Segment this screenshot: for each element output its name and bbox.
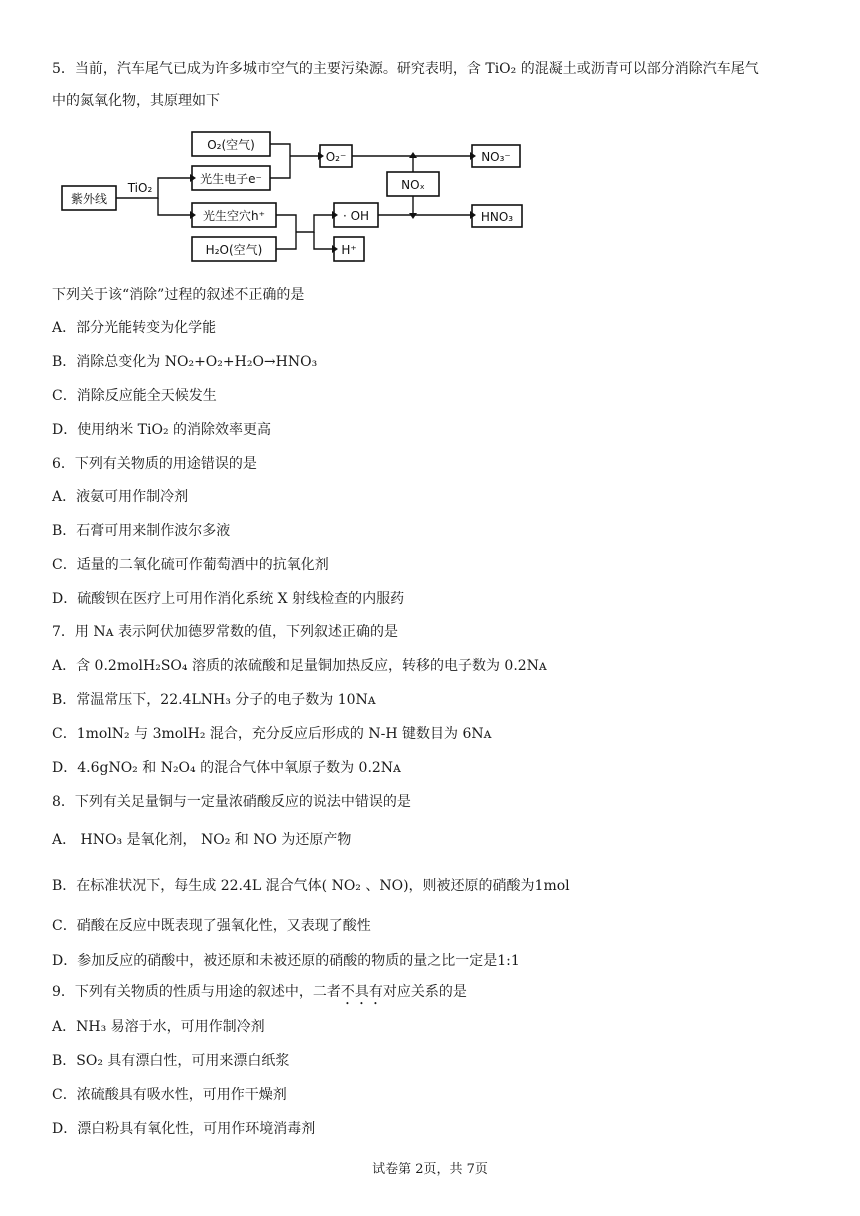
q9-option-b: B．SO₂ 具有漂白性，可用来漂白纸浆	[52, 1053, 290, 1069]
label-hole: 光生空穴h⁺	[203, 209, 265, 223]
label-oh: · OH	[342, 209, 370, 223]
q6-option-d: D．硫酸钡在医疗上可用作消化系统 X 射线检查的内服药	[52, 591, 405, 607]
q6-option-c: C．适量的二氧化硫可作葡萄酒中的抗氧化剂	[52, 557, 329, 573]
question-6-stem: 6．下列有关物质的用途错误的是	[52, 456, 257, 472]
q7-option-c: C．1molN₂ 与 3molH₂ 混合，充分反应后形成的 N-H 键数目为 6Nᴀ	[52, 726, 492, 742]
question-5-line2: 中的氮氧化物，其原理如下	[52, 93, 220, 109]
q6-option-b: B．石膏可用来制作波尔多液	[52, 523, 231, 539]
q5-option-d: D．使用纳米 TiO₂ 的消除效率更高	[52, 422, 272, 438]
q9-option-d: D．漂白粉具有氧化性，可用作环境消毒剂	[52, 1121, 316, 1137]
question-7-stem: 7．用 Nᴀ 表示阿伏加德罗常数的值，下列叙述正确的是	[52, 624, 398, 640]
label-no3-minus: NO₃⁻	[481, 150, 511, 164]
question-8-stem: 8．下列有关足量铜与一定量浓硝酸反应的说法中错误的是	[52, 794, 411, 810]
q9-stem-prefix: 9．下列有关物质的性质与用途的叙述中，二者	[52, 984, 341, 1000]
q8-option-b: B．在标准状况下，每生成 22.4L 混合气体( NO₂ 、NO)，则被还原的硝酸为1mol	[52, 878, 570, 894]
q9-option-a: A．NH₃ 易溶于水，可用作制冷剂	[52, 1019, 265, 1035]
q9-stem-suffix: 对应关系的是	[382, 984, 467, 1000]
question-9-stem	[52, 982, 467, 1008]
label-o2-air: O₂(空气)	[207, 138, 255, 152]
q7-option-b: B．常温常压下，22.4LNH₃ 分子的电子数为 10Nᴀ	[52, 692, 376, 708]
q5-option-c: C．消除反应能全天候发生	[52, 388, 217, 404]
q7-option-a: A．含 0.2molH₂SO₄ 溶质的浓硫酸和足量铜加热反应，转移的电子数为 0.2Nᴀ	[52, 658, 547, 674]
label-hno3: HNO₃	[480, 210, 514, 224]
question-5-stem: 下列关于该“消除”过程的叙述不正确的是	[52, 287, 305, 303]
q9-stem-emphasis: 不具有	[340, 984, 383, 1000]
label-catalyst: TiO₂	[127, 181, 153, 195]
reaction-diagram	[58, 128, 528, 264]
label-electron: 光生电子e⁻	[200, 172, 262, 186]
q8-option-d: D．参加反应的硝酸中，被还原和未被还原的硝酸的物质的量之比一定是1:1	[52, 953, 520, 969]
label-o2-minus: O₂⁻	[325, 150, 347, 164]
q6-option-a: A．液氨可用作制冷剂	[52, 489, 189, 505]
page-footer: 试卷第 2页，共 7页	[372, 1162, 488, 1177]
q9-option-c: C．浓硫酸具有吸水性，可用作干燥剂	[52, 1087, 287, 1103]
q5-option-a: A．部分光能转变为化学能	[52, 320, 217, 336]
q8-option-c: C．硝酸在反应中既表现了强氧化性，又表现了酸性	[52, 918, 371, 934]
q7-option-d: D．4.6gNO₂ 和 N₂O₄ 的混合气体中氧原子数为 0.2Nᴀ	[52, 760, 401, 776]
label-uv: 紫外线	[70, 192, 108, 206]
q8-option-a: A． HNO₃ 是氧化剂， NO₂ 和 NO 为还原产物	[52, 832, 352, 848]
label-nox: NOₓ	[401, 178, 425, 192]
label-h-plus: H⁺	[341, 243, 357, 257]
q5-option-b: B．消除总变化为 NO₂+O₂+H₂O→HNO₃	[52, 354, 318, 370]
label-h2o-air: H₂O(空气)	[205, 243, 263, 257]
question-5-line1: 5．当前，汽车尾气已成为许多城市空气的主要污染源。研究表明，含 TiO₂ 的混凝土或沥青可以部分消除汽车尾气	[52, 61, 759, 77]
